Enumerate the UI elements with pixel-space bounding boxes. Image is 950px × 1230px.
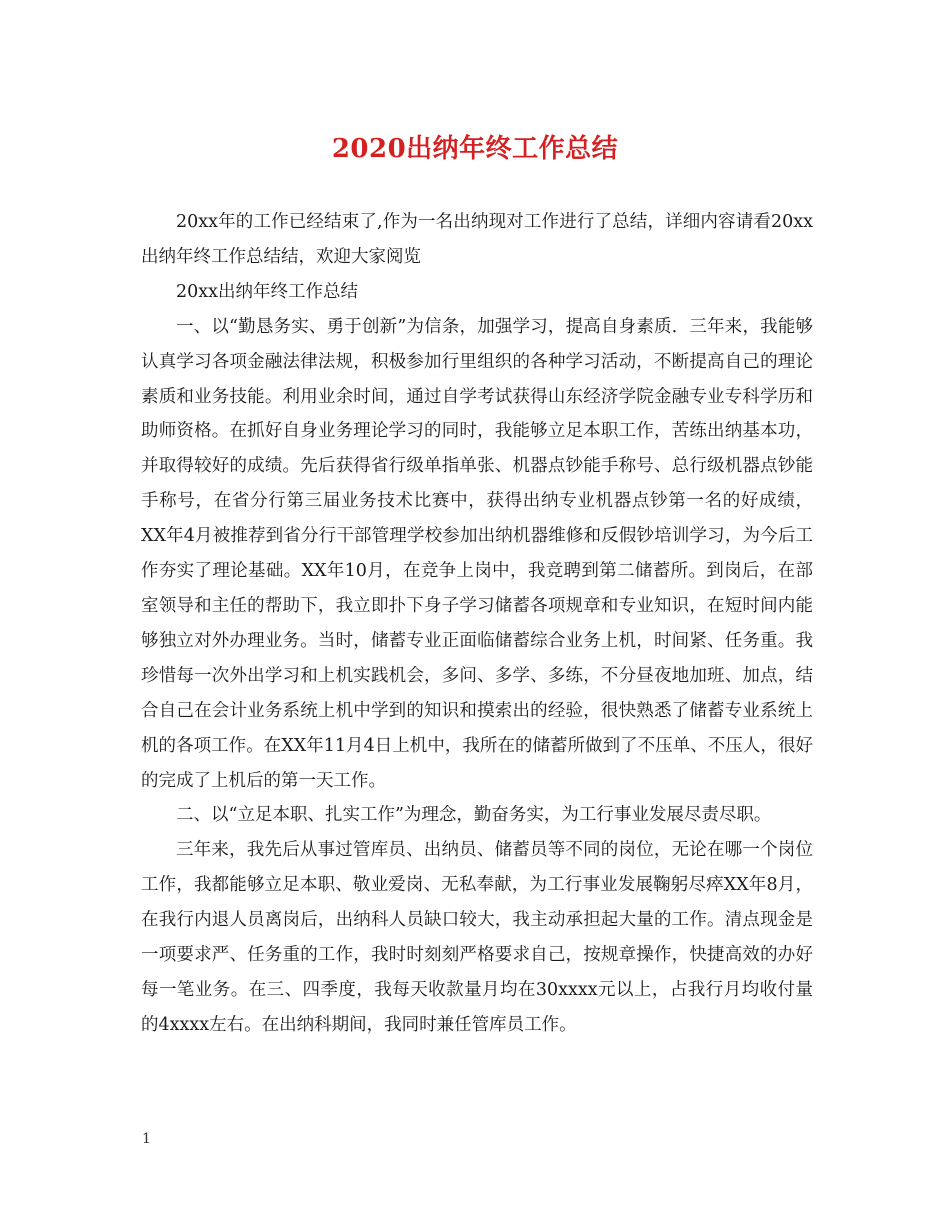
document-body (141, 205, 813, 1043)
body-paragraph-2-heading: 二、以“立足本职、扎实工作”为理念，勤奋务实，为工行事业发展尽责尽职。 (176, 805, 772, 826)
page-number: 1 (142, 1131, 151, 1147)
body-paragraph-1: 一、以“勤恳务实、勇于创新”为信条，加强学习，提高自身素质．三年来，我能够认真学习各项金融法律法规，积极参加行里组织的各种学习活动，不断提高自己的理论素质和业务技能。利用业余时间，通过自学考试获得山东经济学院金融专业专科学历和助师资格。在抓好自身业务理论学习的同时，我能够立足本职工作，苦练出纳基本功，并取得较好的成绩。先后获得省行级单指单张、机器点钞能手称号、总行级机器点钞能手称号，在省分行第三届业务技术比赛中，获得出纳专业机器点钞第一名的好成绩，XX年4月被推荐到省分行干部管理学校参加出纳机器维修和反假钞培训学习，为今后工作夯实了理论基础。XX年10月，在竞争上岗中，我竞聘到第二储蓄所。到岗后，在部室领导和主任的帮助下，我立即扑下身子学习储蓄各项规章和专业知识，在短时间内能够独立对外办理业务。当时，储蓄专业正面临储蓄综合业务上机，时间紧、任务重。我珍惜每一次外出学习和上机实践机会，多问、多学、多练，不分昼夜地加班、加点，结合自己在会计业务系统上机中学到的知识和摸索出的经验，很快熟悉了储蓄专业系统上机的各项工作。在XX年11月4日上机中，我所在的储蓄所做到了不压单、不压人，很好的完成了上机后的第一天工作。 (141, 316, 813, 791)
section-heading: 20xx出纳年终工作总结 (176, 281, 359, 302)
body-paragraph-2: 三年来，我先后从事过管库员、出纳员、储蓄员等不同的岗位，无论在哪一个岗位工作，我都能够立足本职、敬业爱岗、无私奉献，为工行事业发展鞠躬尽瘁XX年8月，在我行内退人员离岗后，出纳科人员缺口较大，我主动承担起大量的工作。清点现金是一项要求严、任务重的工作，我时时刻刻严格要求自己，按规章操作，快捷高效的办好每一笔业务。在三、四季度，我每天收款量月均在30xxxx元以上，占我行月均收付量的4xxxx左右。在出纳科期间，我同时兼任管库员工作。 (141, 840, 813, 1035)
intro-paragraph: 20xx年的工作已经结束了,作为一名出纳现对工作进行了总结，详细内容请看20xx出纳年终工作总结结，欢迎大家阅览 (141, 212, 813, 267)
document-title: 2020出纳年终工作总结 (331, 134, 619, 164)
